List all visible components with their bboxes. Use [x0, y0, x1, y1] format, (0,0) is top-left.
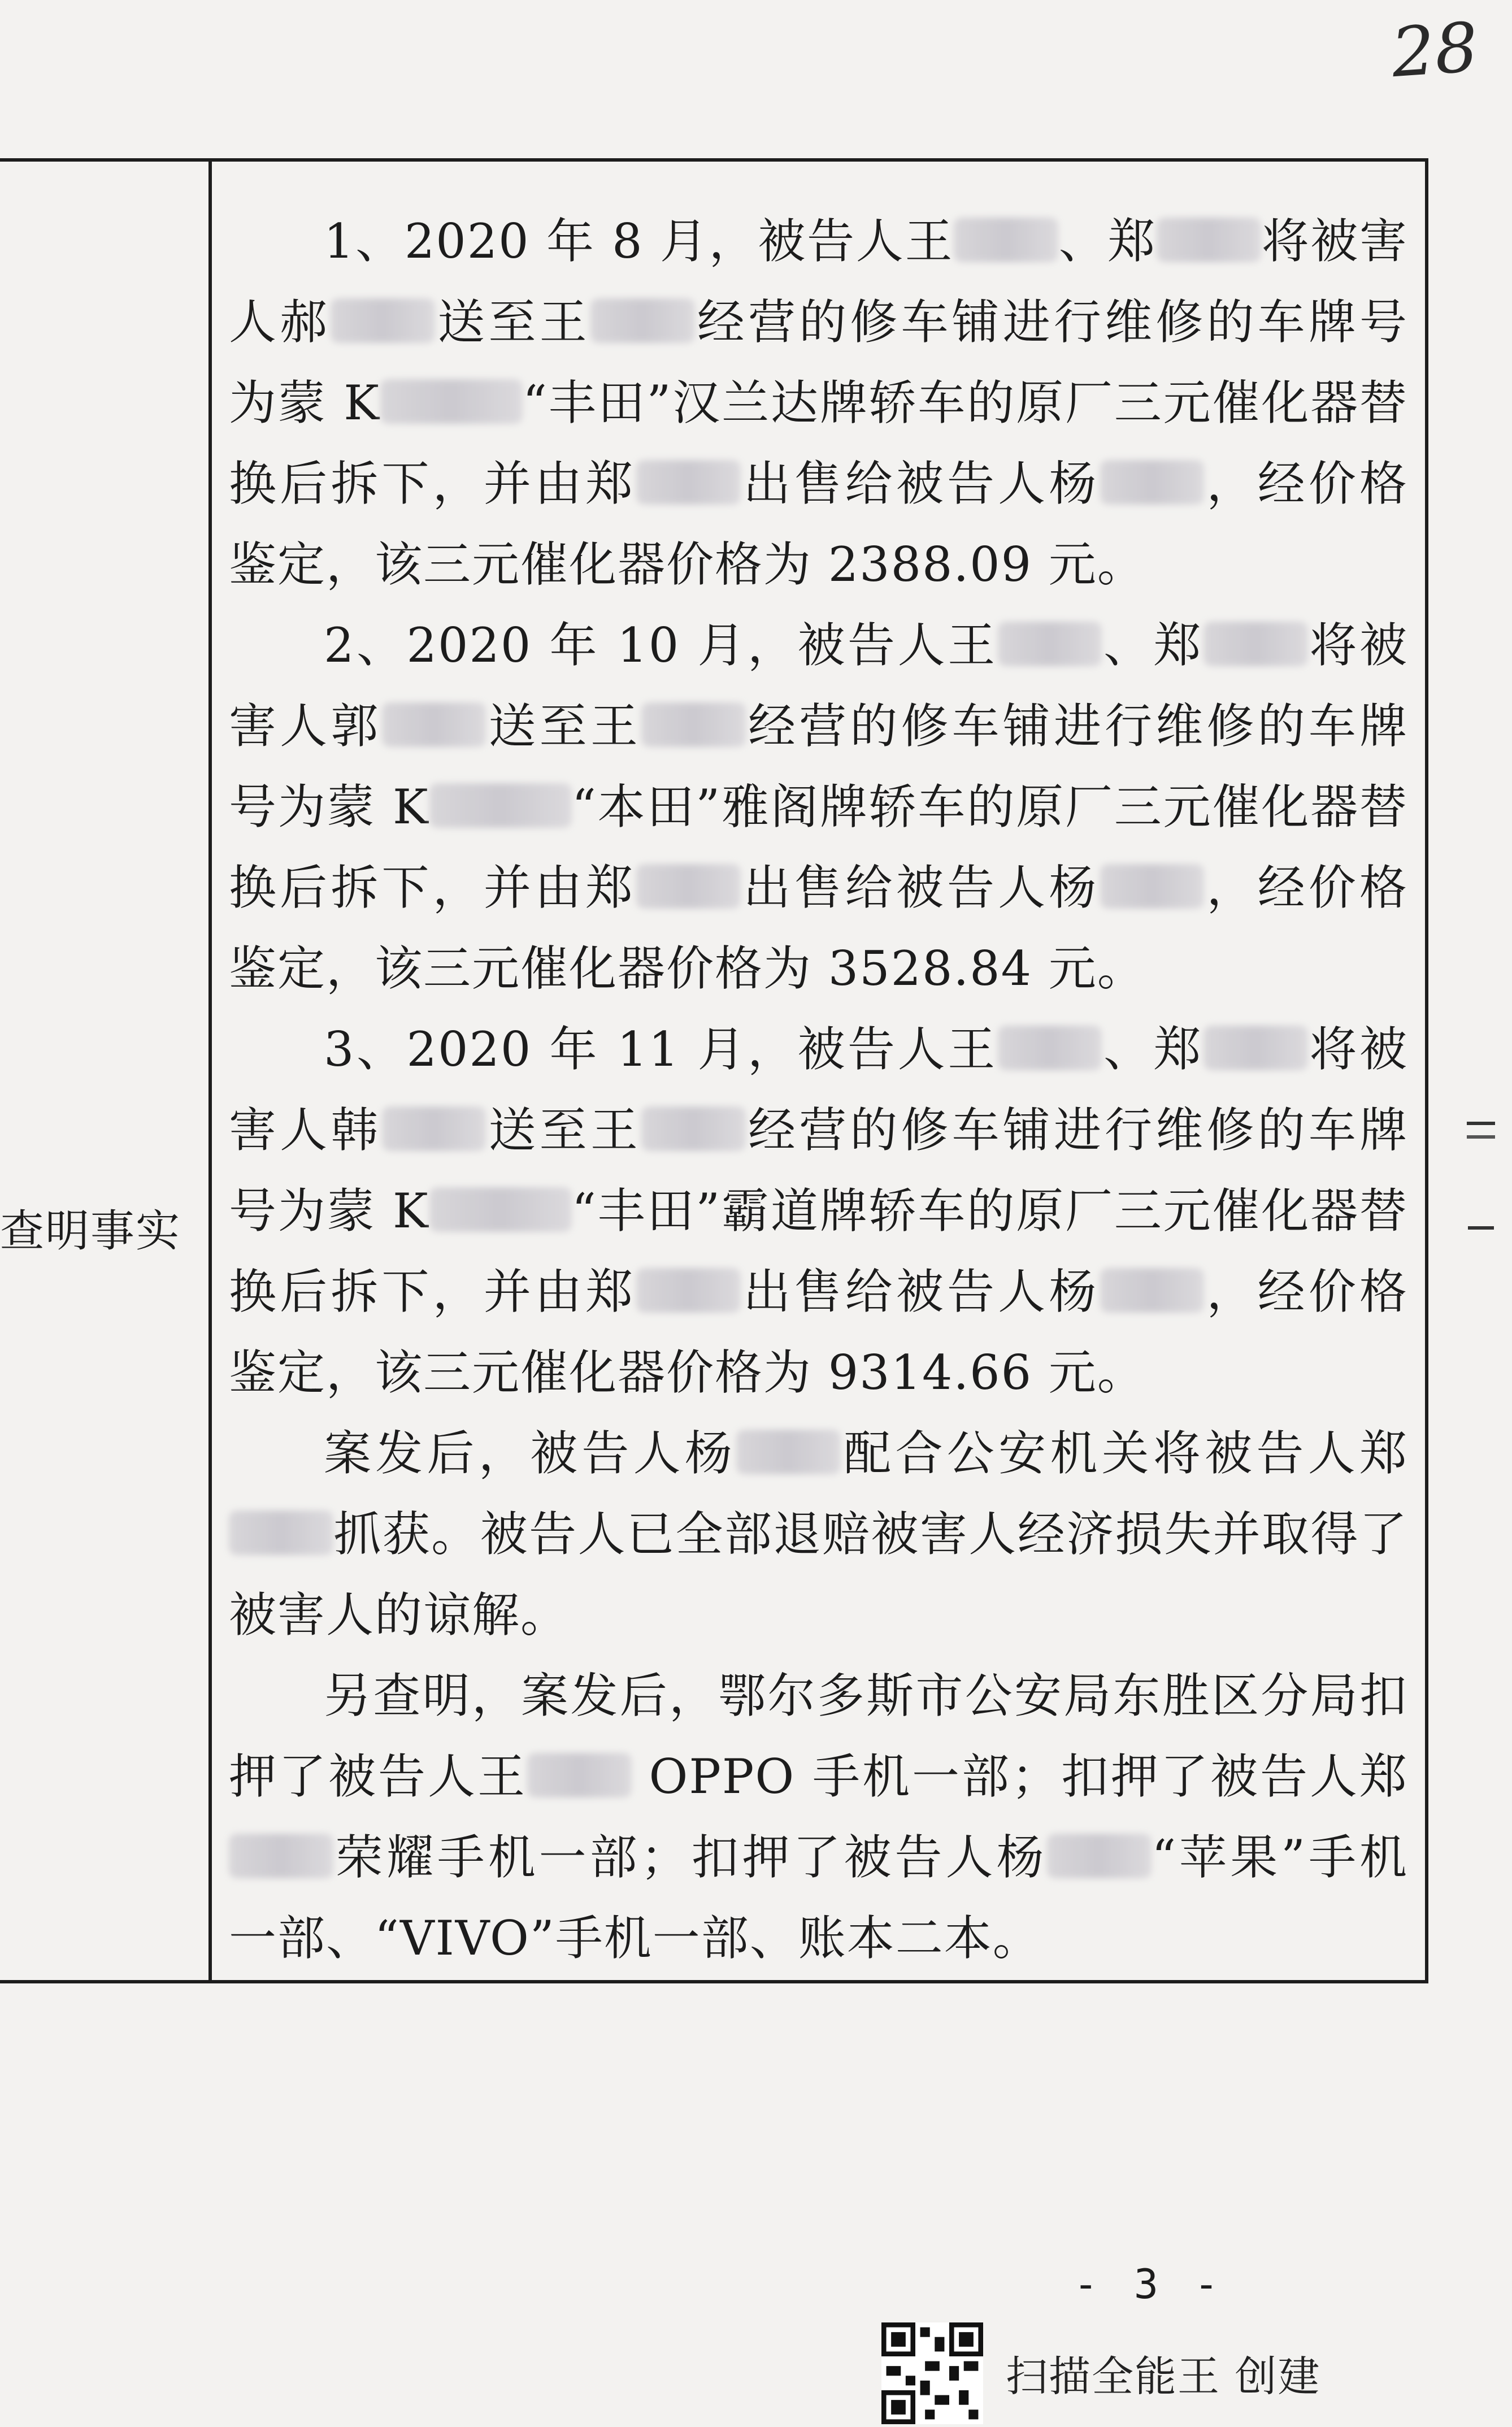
qr-code-icon — [881, 2322, 983, 2424]
redaction — [641, 1106, 746, 1152]
fact-paragraph-4: 案发后，被告人杨 配合公安机关将被告人郑抓获。被告人已全部退赔被害人经济损失并取得了被害人的谅解。 — [229, 1426, 1408, 1643]
fact-paragraph-1: 1、2020 年 8 月，被告人王 、郑 将被害人郝 送至王 经营的修车铺进行维修的车牌号为蒙 K “丰田”汉兰达牌轿车的原厂三元催化器替换后拆下，并由郑 出售给被告人杨 ，经价格鉴定，该三元催化器价格为 2388.09 元。 — [229, 214, 1408, 592]
redaction — [641, 702, 746, 748]
redaction — [636, 460, 741, 505]
redaction — [382, 1106, 486, 1152]
redaction — [1100, 460, 1205, 505]
section-label: 查明事实 — [0, 1206, 181, 1257]
redaction — [429, 1187, 572, 1232]
label-cell — [0, 162, 212, 1980]
redaction — [1203, 622, 1308, 667]
redaction — [1157, 218, 1261, 263]
redaction — [636, 1268, 741, 1313]
scanner-watermark — [881, 2322, 1321, 2424]
redaction — [1100, 864, 1205, 909]
handwritten-page-number: 28 — [1389, 8, 1481, 93]
redaction — [1100, 1268, 1205, 1313]
fact-paragraph-5: 另查明，案发后，鄂尔多斯市公安局东胜区分局扣押了被告人王 OPPO 手机一部；扣押了被告人郑荣耀手机一部；扣押了被告人杨 “苹果”手机一部、“VIVO”手机一部、账本二本。 — [229, 1668, 1408, 1966]
redaction — [590, 298, 695, 344]
redaction — [429, 783, 572, 828]
page-footer-number: - 3 - — [1074, 2260, 1224, 2308]
redaction — [636, 864, 741, 909]
redaction — [954, 218, 1058, 263]
redaction — [998, 1026, 1102, 1071]
redaction — [1047, 1834, 1152, 1879]
redaction — [527, 1753, 632, 1798]
redaction — [382, 702, 486, 748]
facts-table — [0, 158, 1428, 1983]
margin-mark — [1467, 1122, 1495, 1139]
redaction — [229, 1510, 333, 1556]
redaction — [736, 1430, 841, 1475]
fact-paragraph-2: 2、2020 年 10 月，被告人王 、郑 将被害人郭 送至王 经营的修车铺进行维修的车牌号为蒙 K “本田”雅阁牌轿车的原厂三元催化器替换后拆下，并由郑 出售给被告人杨 ，经价格鉴定，该三元催化器价格为 3528.84 元。 — [229, 618, 1408, 996]
margin-mark — [1468, 1226, 1494, 1230]
redaction — [998, 622, 1102, 667]
redaction — [1203, 1026, 1308, 1071]
content-cell — [212, 162, 1425, 1980]
scanner-credit: 扫描全能王 创建 — [1006, 2352, 1321, 2401]
redaction — [229, 1834, 333, 1879]
fact-paragraph-3: 3、2020 年 11 月，被告人王 、郑 将被害人韩 送至王 经营的修车铺进行维修的车牌号为蒙 K “丰田”霸道牌轿车的原厂三元催化器替换后拆下，并由郑 出售给被告人杨 ，经价格鉴定，该三元催化器价格为 9314.66 元。 — [229, 1022, 1408, 1400]
redaction — [380, 379, 523, 424]
redaction — [331, 298, 435, 344]
